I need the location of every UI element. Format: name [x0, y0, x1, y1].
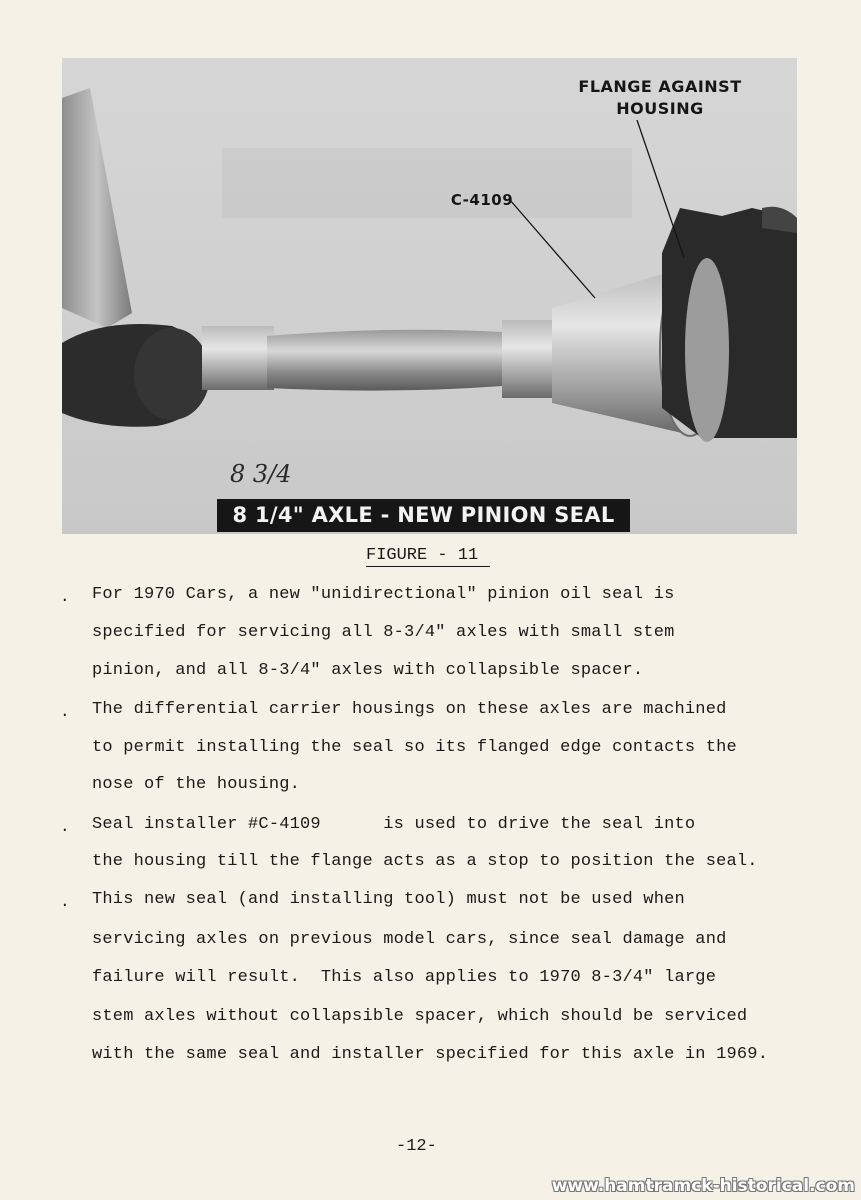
- p3-line-2: the housing till the flange acts as a stop to position the seal.: [92, 852, 758, 871]
- bullet-3: .: [60, 818, 70, 836]
- flange-leader-line: [637, 120, 684, 258]
- caption-underline: [366, 566, 490, 567]
- p4-line-3: failure will result. This also applies to 1970 8-3/4" large: [92, 968, 717, 987]
- figure-caption: FIGURE - 11: [366, 546, 479, 565]
- tool-callout: C-4109: [450, 191, 514, 209]
- p4-line-5: with the same seal and installer specified for this axle in 1969.: [92, 1045, 769, 1064]
- figure-banner: 8 1/4" AXLE - NEW PINION SEAL: [217, 499, 630, 532]
- p2-line-2: to permit installing the seal so its flanged edge contacts the: [92, 738, 737, 757]
- p2-line-3: nose of the housing.: [92, 775, 301, 794]
- p4-line-2: servicing axles on previous model cars, since seal damage and: [92, 930, 727, 949]
- bullet-2: .: [60, 703, 70, 721]
- page-number: -12-: [396, 1137, 437, 1156]
- flange-callout-line-1: FLANGE AGAINST: [578, 77, 742, 96]
- flange-callout-line-2: HOUSING: [616, 99, 704, 118]
- axle-seal-installer-illustration: [62, 58, 797, 534]
- bullet-1: .: [60, 588, 70, 606]
- handwritten-note: 8 3/4: [230, 460, 292, 488]
- p4-line-1: This new seal (and installing tool) must not be used when: [92, 890, 685, 909]
- p4-line-4: stem axles without collapsible spacer, which should be serviced: [92, 1007, 748, 1026]
- p1-line-3: pinion, and all 8-3/4" axles with collapsible spacer.: [92, 661, 644, 680]
- p1-line-2: specified for servicing all 8-3/4" axles with small stem: [92, 623, 675, 642]
- p2-line-1: The differential carrier housings on these axles are machined: [92, 700, 727, 719]
- p3-line-1: Seal installer #C-4109 is used to drive the seal into: [92, 815, 696, 834]
- bullet-4: .: [60, 893, 70, 911]
- figure-photo: [62, 58, 797, 534]
- p1-line-1: For 1970 Cars, a new "unidirectional" pinion oil seal is: [92, 585, 675, 604]
- site-watermark: www.hamtramck-historical.com: [551, 1176, 855, 1196]
- flange-callout: [540, 76, 780, 120]
